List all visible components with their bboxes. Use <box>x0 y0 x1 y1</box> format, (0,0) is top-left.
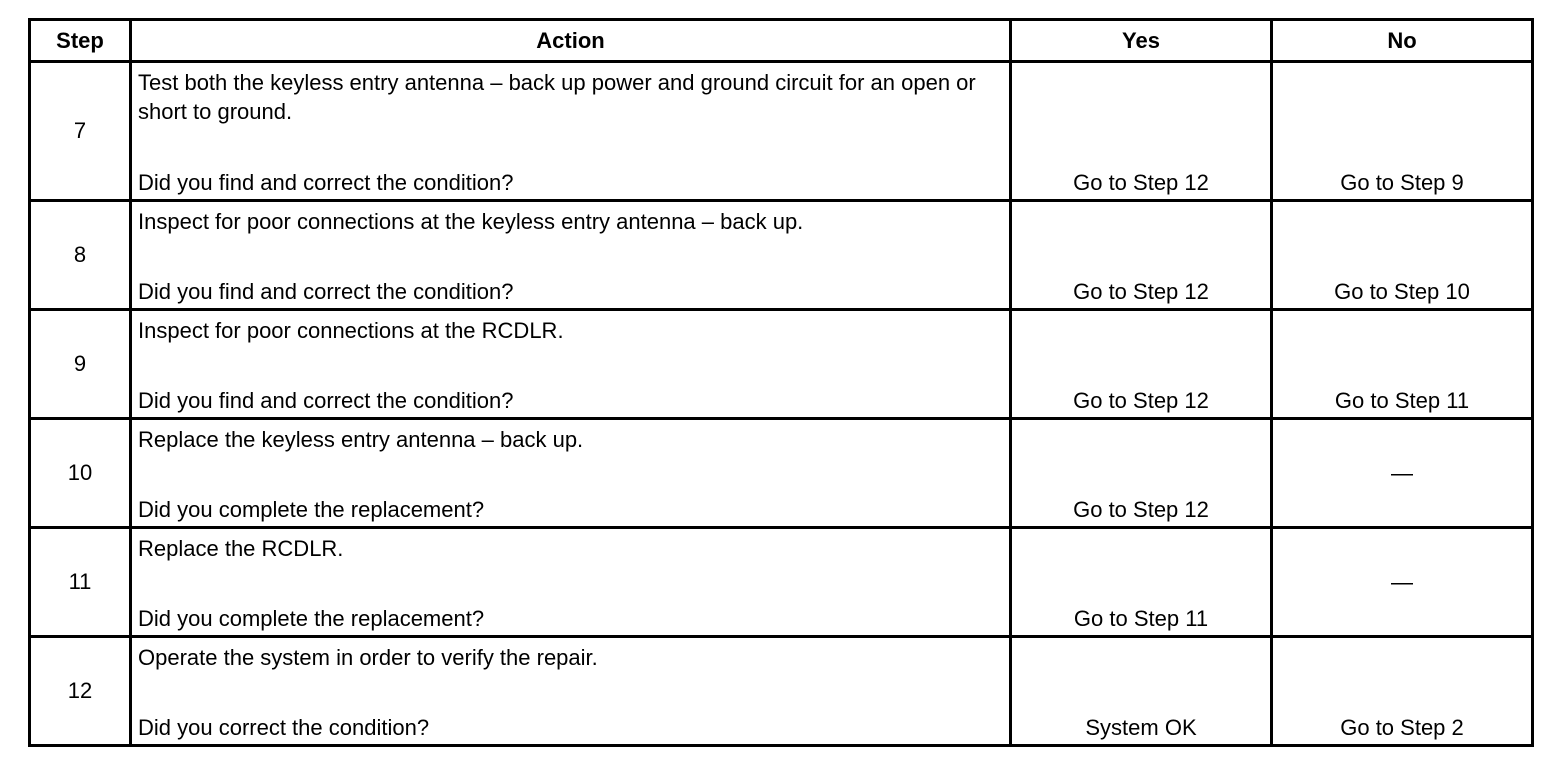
step-number: 9 <box>30 310 131 419</box>
yes-result: System OK <box>1085 715 1197 740</box>
action-question: Did you find and correct the condition? <box>138 279 514 304</box>
table-row <box>30 201 1533 310</box>
action-cell <box>131 637 1011 746</box>
yes-cell <box>1011 528 1272 637</box>
action-question: Did you complete the replacement? <box>138 606 485 631</box>
yes-cell <box>1011 419 1272 528</box>
action-question: Did you find and correct the condition? <box>138 170 514 195</box>
action-question: Did you find and correct the condition? <box>138 388 514 413</box>
action-cell <box>131 310 1011 419</box>
no-result: Go to Step 11 <box>1334 388 1470 413</box>
header-no: No <box>1272 20 1533 62</box>
no-cell <box>1272 419 1533 528</box>
no-cell <box>1272 201 1533 310</box>
no-result: — <box>1391 569 1413 595</box>
table-row <box>30 310 1533 419</box>
table-row <box>30 637 1533 746</box>
action-instruction: Test both the keyless entry antenna – back up power and ground circuit for an open or short to ground. <box>138 70 976 124</box>
step-number: 7 <box>30 62 131 201</box>
action-instruction: Replace the RCDLR. <box>138 536 344 561</box>
no-cell <box>1272 62 1533 201</box>
action-instruction: Operate the system in order to verify the repair. <box>138 645 598 670</box>
action-instruction: Replace the keyless entry antenna – back up. <box>138 427 584 452</box>
action-question: Did you complete the replacement? <box>138 497 485 522</box>
yes-result: Go to Step 12 <box>1073 170 1209 195</box>
yes-cell <box>1011 637 1272 746</box>
table-row <box>30 528 1533 637</box>
header-yes: Yes <box>1011 20 1272 62</box>
yes-result: Go to Step 11 <box>1073 606 1209 631</box>
no-result: Go to Step 10 <box>1334 279 1470 304</box>
step-number: 11 <box>30 528 131 637</box>
header-step: Step <box>30 20 131 62</box>
no-cell <box>1272 528 1533 637</box>
action-cell <box>131 419 1011 528</box>
header-row <box>30 20 1533 62</box>
no-result: Go to Step 9 <box>1340 170 1464 195</box>
yes-result: Go to Step 12 <box>1073 388 1209 413</box>
step-number: 12 <box>30 637 131 746</box>
no-result: Go to Step 2 <box>1340 715 1464 740</box>
yes-result: Go to Step 12 <box>1073 497 1209 522</box>
yes-cell <box>1011 310 1272 419</box>
no-result: — <box>1391 460 1413 486</box>
no-cell <box>1272 637 1533 746</box>
no-cell <box>1272 310 1533 419</box>
action-cell <box>131 201 1011 310</box>
yes-cell <box>1011 201 1272 310</box>
diagnostic-table <box>28 18 1534 747</box>
yes-cell <box>1011 62 1272 201</box>
yes-result: Go to Step 12 <box>1073 279 1209 304</box>
action-question: Did you correct the condition? <box>138 715 430 740</box>
action-instruction: Inspect for poor connections at the keyless entry antenna – back up. <box>138 209 804 234</box>
step-number: 10 <box>30 419 131 528</box>
table-row <box>30 419 1533 528</box>
table-row <box>30 62 1533 201</box>
step-number: 8 <box>30 201 131 310</box>
action-cell <box>131 62 1011 201</box>
header-action: Action <box>131 20 1011 62</box>
action-cell <box>131 528 1011 637</box>
action-instruction: Inspect for poor connections at the RCDLR. <box>138 318 564 343</box>
